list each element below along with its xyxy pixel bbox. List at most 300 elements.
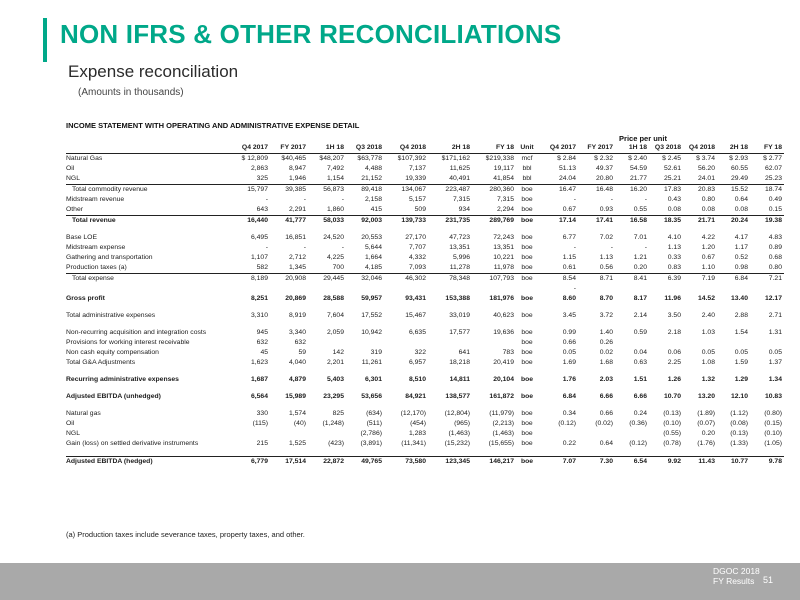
value-cell: 53,656 [361, 393, 382, 400]
value-cell: 41,777 [270, 216, 308, 227]
table-row [66, 429, 784, 439]
value-cell: 215 [256, 440, 268, 447]
value-cell: 0.20 [701, 430, 715, 437]
row-label: Adjusted EBITDA (hedged) [66, 456, 232, 467]
value-cell: (454) [410, 420, 426, 427]
value-cell: (0.13) [663, 410, 681, 417]
value-cell: 17,552 [361, 312, 382, 319]
table-row [66, 216, 784, 227]
value-cell: 84,921 [405, 393, 426, 400]
unit-cell: boe [521, 430, 533, 437]
table-row [66, 243, 784, 253]
value-cell: 20,908 [270, 274, 308, 285]
value-cell: 0.05 [562, 349, 576, 356]
value-cell: 0.68 [768, 254, 782, 261]
page-title: NON IFRS & OTHER RECONCILIATIONS [60, 19, 562, 49]
table-row [66, 392, 784, 402]
value-cell: 13.40 [730, 295, 748, 302]
title-accent-bar [43, 18, 47, 62]
unit-cell: boe [516, 456, 540, 467]
value-cell: 0.80 [701, 196, 715, 203]
value-cell: 7,315 [496, 196, 514, 203]
value-cell: 2,863 [250, 165, 268, 172]
price-per-unit-label: Price per unit [619, 134, 667, 143]
value-cell: $48,207 [319, 155, 344, 162]
value-cell: 1.34 [768, 376, 782, 383]
value-cell: 6.84 [717, 274, 750, 285]
value-cell: 0.64 [599, 440, 613, 447]
value-cell: 325 [256, 175, 268, 182]
column-header-label [66, 143, 232, 154]
value-cell: 0.63 [633, 359, 647, 366]
value-cell: 18.74 [750, 185, 784, 196]
value-cell: (0.08) [730, 420, 748, 427]
value-cell: 0.64 [734, 196, 748, 203]
value-cell: 18,218 [449, 359, 470, 366]
value-cell [346, 284, 384, 294]
unit-cell: boe [521, 329, 533, 336]
value-cell: 62.07 [764, 165, 782, 172]
value-cell: 16.58 [615, 216, 649, 227]
table-header-row [66, 143, 784, 154]
value-cell: 2.71 [768, 312, 782, 319]
column-header: FY 18 [750, 143, 784, 154]
table-spacer-row [66, 385, 784, 392]
value-cell: $ 2.32 [594, 155, 613, 162]
value-cell: 123,345 [428, 456, 472, 467]
value-cell: 0.49 [768, 196, 782, 203]
value-cell [683, 338, 717, 348]
row-label: Total expense [66, 274, 232, 285]
value-cell: 0.04 [633, 349, 647, 356]
value-cell: 1.17 [734, 244, 748, 251]
footer-brand-line1: DGOC 2018 [713, 566, 760, 576]
value-cell: 12.17 [764, 295, 782, 302]
column-header: Q4 2017 [540, 143, 578, 154]
unit-cell: mcf [521, 155, 533, 162]
value-cell: 27,170 [405, 234, 426, 241]
value-cell: $219,338 [485, 155, 514, 162]
row-label: Oil [66, 420, 75, 427]
table-row [66, 205, 784, 216]
value-cell: 7,137 [408, 165, 426, 172]
value-cell: 161,872 [489, 393, 514, 400]
value-cell: 59 [298, 349, 306, 356]
value-cell: 49.37 [595, 165, 613, 172]
value-cell: 1.76 [562, 376, 576, 383]
value-cell: (634) [366, 410, 382, 417]
table-row [66, 456, 784, 467]
row-label: Adjusted EBITDA (unhedged) [66, 393, 161, 400]
spacer-cell [66, 321, 784, 328]
value-cell: 7.02 [599, 234, 613, 241]
value-cell: 10,221 [493, 254, 514, 261]
value-cell: 6,779 [232, 456, 270, 467]
value-cell: 1.13 [599, 254, 613, 261]
value-cell: 24.01 [697, 175, 715, 182]
table-row [66, 174, 784, 185]
unit-cell: boe [521, 244, 533, 251]
value-cell: 17.14 [540, 216, 578, 227]
value-cell: 17,577 [449, 329, 470, 336]
unit-cell: boe [521, 206, 533, 213]
value-cell [578, 284, 615, 294]
value-cell: 54.59 [629, 165, 647, 172]
spacer-cell [66, 402, 784, 409]
value-cell: 0.08 [734, 206, 748, 213]
value-cell: (3,891) [360, 440, 382, 447]
table-row [66, 375, 784, 385]
value-cell: 0.52 [734, 254, 748, 261]
value-cell: - [573, 285, 576, 292]
value-cell: 0.61 [562, 264, 576, 271]
value-cell: 0.02 [599, 349, 613, 356]
value-cell: 5,403 [326, 376, 344, 383]
unit-cell: boe [516, 274, 540, 285]
value-cell: 10.83 [764, 393, 782, 400]
row-label: Gross profit [66, 295, 105, 302]
spacer-cell [66, 368, 784, 375]
value-cell: 29.49 [730, 175, 748, 182]
table-row [66, 263, 784, 274]
value-cell: (0.13) [730, 430, 748, 437]
unit-cell: boe [521, 264, 533, 271]
value-cell: 24.04 [558, 175, 576, 182]
value-cell: 1.37 [768, 359, 782, 366]
value-cell: 4,879 [288, 376, 306, 383]
value-cell: 700 [332, 264, 344, 271]
value-cell: 13,351 [449, 244, 470, 251]
value-cell [308, 429, 346, 439]
value-cell: 15.52 [717, 185, 750, 196]
row-label: Total revenue [66, 216, 232, 227]
value-cell: 0.05 [701, 349, 715, 356]
table-row [66, 409, 784, 419]
value-cell: 16.47 [540, 185, 578, 196]
value-cell: 945 [256, 329, 268, 336]
value-cell: 6.84 [562, 393, 576, 400]
value-cell: 16.20 [615, 185, 649, 196]
value-cell: 6,957 [408, 359, 426, 366]
value-cell: (0.12) [629, 440, 647, 447]
value-cell: 17.83 [649, 185, 683, 196]
value-cell: 0.67 [701, 254, 715, 261]
value-cell: 73,580 [384, 456, 428, 467]
value-cell: 16,440 [232, 216, 270, 227]
table-row [66, 294, 784, 304]
value-cell: 2.03 [599, 376, 613, 383]
value-cell: 7,707 [408, 244, 426, 251]
unit-cell: boe [521, 359, 533, 366]
value-cell: 20.83 [683, 185, 717, 196]
value-cell: 11,625 [449, 165, 470, 172]
value-cell [232, 429, 270, 439]
value-cell: 643 [256, 206, 268, 213]
value-cell: 6,564 [250, 393, 268, 400]
unit-cell [516, 284, 540, 294]
value-cell: 8,919 [288, 312, 306, 319]
value-cell: 11,278 [449, 264, 470, 271]
value-cell: - [341, 244, 344, 251]
value-cell: 2,059 [326, 329, 344, 336]
value-cell: 8.17 [633, 295, 647, 302]
table-body [66, 154, 784, 467]
value-cell: 14,811 [449, 376, 470, 383]
value-cell: (0.10) [764, 430, 782, 437]
value-cell: 0.05 [768, 349, 782, 356]
value-cell: - [265, 196, 268, 203]
value-cell: 289,769 [472, 216, 516, 227]
value-cell: 11.96 [664, 295, 681, 302]
value-cell: 89,418 [346, 185, 384, 196]
value-cell: 0.33 [667, 254, 681, 261]
value-cell: 7.30 [578, 456, 615, 467]
unit-cell: boe [521, 196, 533, 203]
value-cell: 7,604 [326, 312, 344, 319]
column-header: FY 2017 [578, 143, 615, 154]
value-cell: 33,019 [449, 312, 470, 319]
value-cell: 0.80 [768, 264, 782, 271]
value-cell: 0.99 [562, 329, 576, 336]
value-cell: 14.52 [697, 295, 715, 302]
value-cell: (1,463) [492, 430, 514, 437]
value-cell: 56.20 [697, 165, 715, 172]
value-cell: (511) [366, 420, 382, 427]
value-cell: - [303, 244, 306, 251]
value-cell: 51.13 [558, 165, 576, 172]
unit-cell: boe [521, 440, 533, 447]
value-cell: 10.70 [663, 393, 681, 400]
value-cell: 19,636 [493, 329, 514, 336]
value-cell: 1,283 [408, 430, 426, 437]
value-cell: (423) [328, 440, 344, 447]
value-cell [270, 429, 308, 439]
value-cell: $ 3.74 [696, 155, 715, 162]
value-cell: 10.77 [717, 456, 750, 467]
value-cell: (0.78) [663, 440, 681, 447]
value-cell: 1,107 [250, 254, 268, 261]
value-cell: 24,520 [323, 234, 344, 241]
value-cell: 4,332 [408, 254, 426, 261]
value-cell: (0.15) [764, 420, 782, 427]
value-cell: - [341, 196, 344, 203]
value-cell: 825 [332, 410, 344, 417]
value-cell: 1.15 [562, 254, 576, 261]
value-cell: 3.72 [599, 312, 613, 319]
value-cell: 0.93 [599, 206, 613, 213]
value-cell: (15,655) [488, 440, 514, 447]
value-cell: 39,385 [270, 185, 308, 196]
value-cell: 632 [256, 339, 268, 346]
row-label [66, 284, 232, 294]
value-cell: 1,946 [288, 175, 306, 182]
unit-cell: boe [520, 393, 534, 400]
value-cell [308, 284, 346, 294]
value-cell: 1,525 [288, 440, 306, 447]
value-cell: 78,348 [428, 274, 472, 285]
column-header: 2H 18 [428, 143, 472, 154]
row-label: Production taxes (a) [66, 264, 127, 271]
value-cell: 40,623 [493, 312, 514, 319]
table-row [66, 419, 784, 429]
row-label: Gathering and transportation [66, 254, 153, 261]
value-cell: 0.89 [768, 244, 782, 251]
value-cell: 47,723 [449, 234, 470, 241]
value-cell: 142 [332, 349, 344, 356]
value-cell [649, 338, 683, 348]
unit-cell: boe [521, 234, 533, 241]
value-cell: (1.76) [697, 440, 715, 447]
expense-reconciliation-table [66, 143, 784, 467]
value-cell: 632 [294, 339, 306, 346]
table-row [66, 253, 784, 263]
value-cell: 15,989 [285, 393, 306, 400]
value-cell: 22,872 [308, 456, 346, 467]
value-cell: 20.80 [595, 175, 613, 182]
value-cell: (11,979) [489, 410, 514, 417]
value-cell: (15,232) [444, 440, 470, 447]
value-cell: 0.98 [734, 264, 748, 271]
value-cell: 15,467 [405, 312, 426, 319]
table-row [66, 284, 784, 294]
value-cell: 56,873 [308, 185, 346, 196]
value-cell: 3.50 [667, 312, 681, 319]
value-cell: 0.34 [562, 410, 576, 417]
value-cell: 2,201 [326, 359, 344, 366]
unit-cell: boe [516, 216, 540, 227]
value-cell: (0.55) [663, 430, 681, 437]
value-cell: 280,360 [472, 185, 516, 196]
value-cell: 181,976 [489, 295, 514, 302]
row-label: Midstream revenue [66, 196, 125, 203]
value-cell: 509 [414, 206, 426, 213]
row-label: Base LOE [66, 234, 97, 241]
value-cell: (0.80) [764, 410, 782, 417]
column-header: Unit [516, 143, 540, 154]
value-cell: 153,388 [445, 295, 470, 302]
unit-cell: bbl [522, 175, 532, 182]
table-row [66, 311, 784, 321]
value-cell: 0.22 [562, 440, 576, 447]
table-row [66, 274, 784, 285]
amounts-note: (Amounts in thousands) [78, 87, 184, 98]
value-cell [717, 284, 750, 294]
value-cell: 4,225 [326, 254, 344, 261]
row-label: Midstream expense [66, 244, 126, 251]
value-cell: (2,213) [492, 420, 514, 427]
value-cell [615, 338, 649, 348]
unit-cell: boe [520, 376, 534, 383]
column-header: Q4 2018 [384, 143, 428, 154]
value-cell [428, 338, 472, 348]
value-cell: 41,854 [493, 175, 514, 182]
value-cell: $ 2.77 [763, 155, 782, 162]
unit-cell: boe [521, 410, 533, 417]
value-cell: 9.92 [649, 456, 683, 467]
value-cell: $40,465 [281, 155, 306, 162]
value-cell: 17.41 [578, 216, 615, 227]
value-cell: 1.51 [633, 376, 647, 383]
value-cell [472, 338, 516, 348]
value-cell: 20,419 [493, 359, 514, 366]
row-label: Recurring administrative expenses [66, 376, 179, 383]
value-cell: $ 2.84 [557, 155, 576, 162]
value-cell: 15,797 [232, 185, 270, 196]
value-cell: 5,157 [408, 196, 426, 203]
unit-cell: boe [520, 295, 534, 302]
row-label: Total G&A Adjustments [66, 359, 136, 366]
value-cell: $ 2.40 [628, 155, 647, 162]
value-cell: 4.17 [734, 234, 748, 241]
value-cell: 319 [370, 349, 382, 356]
table-spacer-row [66, 226, 784, 233]
value-cell: 29,445 [308, 274, 346, 285]
value-cell: 11,978 [493, 264, 514, 271]
footer-brand [713, 566, 760, 586]
value-cell: 40,491 [449, 175, 470, 182]
value-cell: 1,574 [288, 410, 306, 417]
value-cell: 231,735 [428, 216, 472, 227]
value-cell: 1.20 [701, 244, 715, 251]
value-cell: (0.02) [595, 420, 613, 427]
row-label: Natural gas [66, 410, 101, 417]
value-cell [649, 284, 683, 294]
value-cell: $171,162 [441, 155, 470, 162]
value-cell: 0.83 [667, 264, 681, 271]
value-cell: 0.26 [599, 339, 613, 346]
table-row [66, 154, 784, 165]
value-cell: 0.66 [599, 410, 613, 417]
value-cell: 11.43 [683, 456, 717, 467]
value-cell: (1.89) [697, 410, 715, 417]
value-cell: 2,291 [288, 206, 306, 213]
value-cell: 8.41 [615, 274, 649, 285]
value-cell: 17,514 [270, 456, 308, 467]
value-cell: (965) [454, 420, 470, 427]
value-cell: 3,310 [250, 312, 268, 319]
column-header: Q3 2018 [346, 143, 384, 154]
column-header: Q4 2017 [232, 143, 270, 154]
value-cell: 415 [370, 206, 382, 213]
value-cell: 1.68 [599, 359, 613, 366]
value-cell: 1,623 [250, 359, 268, 366]
value-cell [750, 338, 784, 348]
value-cell: 5,644 [364, 244, 382, 251]
value-cell: 1.31 [768, 329, 782, 336]
table-spacer-row [66, 368, 784, 375]
value-cell: 7.01 [633, 234, 647, 241]
value-cell: - [644, 196, 647, 203]
value-cell: - [644, 244, 647, 251]
value-cell: 8.60 [562, 295, 576, 302]
value-cell: 1.21 [633, 254, 647, 261]
value-cell: 9.78 [750, 456, 784, 467]
spacer-cell [66, 385, 784, 392]
value-cell: 134,067 [384, 185, 428, 196]
value-cell: - [303, 196, 306, 203]
value-cell: 1.59 [734, 359, 748, 366]
value-cell: 28,588 [323, 295, 344, 302]
value-cell: 2.18 [667, 329, 681, 336]
value-cell [346, 338, 384, 348]
value-cell: (2,786) [360, 430, 382, 437]
value-cell: $ 2.93 [729, 155, 748, 162]
unit-cell: boe [521, 420, 533, 427]
value-cell: 19,339 [405, 175, 426, 182]
row-label: Provisions for working interest receivable [66, 339, 190, 346]
value-cell: 0.55 [633, 206, 647, 213]
value-cell: 322 [414, 349, 426, 356]
